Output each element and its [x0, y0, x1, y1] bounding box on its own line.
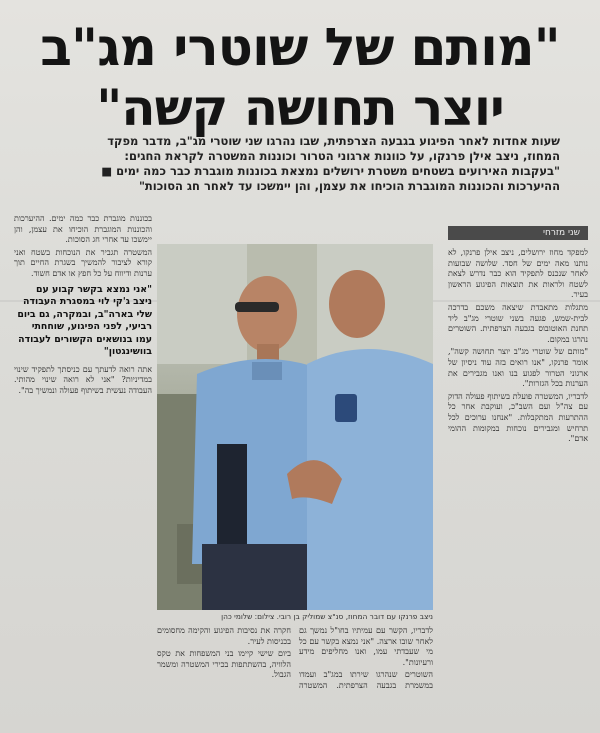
lead-text: שעות אחדות לאחר הפיגוע בגבעה הצרפתית, שבו נהרגו שני שוטרי מג"ב, מדבר מפקד המחוז, ניצב אילן פרנקו, על כוונות ארגוני הטרור וכוננות המשטרה לקראת החגים: "בעקבות האירועים בשטחים משטרת ירושלים נמצאת בכוננות מוגברת כבר כמה ימים: [107, 134, 560, 178]
lead-bullet: ■: [101, 164, 113, 178]
paragraph: לדבריו, המשטרה פועלת בשיתוף פעולה הדוק עם צה"ל ועם השב"כ, ועוקבת אחר כל ההתרעות המתקבלות. "אנחנו ערוכים לכל תרחיש ומגבירים נוכחות במקומות ההומי אדם".: [448, 391, 588, 444]
paragraph: המשטרה תגביר את הנוכחות בשטח ואני קורא לציבור להמשיך בשגרת החיים תוך ערנות ודיווח על כל חפץ או אדם חשוד.: [14, 247, 152, 278]
headline-line-2: יוצר תחושה קשה": [96, 79, 504, 137]
paragraph: "מותם של שוטרי מג"ב יוצר תחושה קשה", אומר פרנקו, "אנו רואים בזה עוד ניסיון של ארגוני הטרור לפגוע בנו ואנו מגבירים את הערנות בכל הגזרות".: [448, 347, 588, 389]
paragraph: למפקד מחוז ירושלים, ניצב אילן פרנקו, לא נותנו מאה ימים של חסד. שלושה שבועות לאחר שנכנס לתפקיד הוא כבר נדרש לצאת לשטח ולראות את תוצאות הפיגוע הראשון בעיר.: [448, 248, 588, 300]
photo-caption: ניצב פרנקו עם דובר המחוז, סנ"צ שמוליק בן רובי. צילום: שלומי כהן: [221, 612, 433, 621]
pull-quote: "אני נמצא בקשר קבוע עם ניצב ג'קי לוי במסגרת העבודה שלי בארה"ב, ובמקרה, גם ביום רביעי, לפני הפיגוע, שוחחתי עמו בנושאים הקשורים לעבודה בוושינגטון": [17, 283, 152, 358]
article-column-right: [448, 248, 588, 733]
paragraph: אתה רואה לדעתך עם כניסתך לתפקיד שינוי במדיניות? "אני לא רואה שינוי מהותי. העבודה נעשית בשיתוף פעולה ונמשיך בה".: [14, 364, 152, 395]
article-column-left: [14, 214, 152, 733]
paragraph: ביום שישי קיימו בני המשפחות את טקס הלוויה, בהשתתפות בכירי המשטרה ומשמר הגבול.: [157, 649, 291, 680]
article-photo: [157, 244, 433, 610]
headline-line-1: "מותם של שוטרי מג"ב: [40, 18, 560, 78]
lead-paragraph: [90, 134, 560, 194]
lead-text-2: ההיערכות והכוננות המוגברת הוכיחו את עצמן, והן יימשכו עד לאחר חג הסוכות": [138, 179, 560, 193]
paragraph: מתגלות מתאבדת שיצאה משכם בדרכה לבית-שמש, פגעה בשני שוטרי מג"ב ליד תחנת האוטובוס בגבעה הצרפתית. השוטרים נהרגו במקום.: [448, 302, 588, 344]
paragraph: לדבריו, הקשר עם עמיתיו בחו"ל נמשך גם לאחר שובו ארצה. "אני נמצא בקשר עם כל מי שעבדתי עמו, ואנו מחליפים מידע ורעיונות".: [299, 626, 433, 667]
article-column-bottom: [157, 626, 433, 733]
paragraph: השוטרים שנהרגו שירתו במג"ב ועמדו במשמרת בגבעה הצרפתית. המשטרה חקרה את נסיבות הפיגוע והקימה מחסומים בכניסות לעיר.: [157, 626, 433, 690]
byline: שני מזרחי: [448, 226, 588, 240]
photo-illustration: [157, 244, 433, 610]
paragraph: בכוננות מוגברת כבר כמה ימים. ההיערכות והכוננות המוגברת הוכיחו את עצמן, והן יימשכו עד אחרי חג הסוכות.: [14, 214, 152, 245]
headline: [14, 18, 586, 138]
